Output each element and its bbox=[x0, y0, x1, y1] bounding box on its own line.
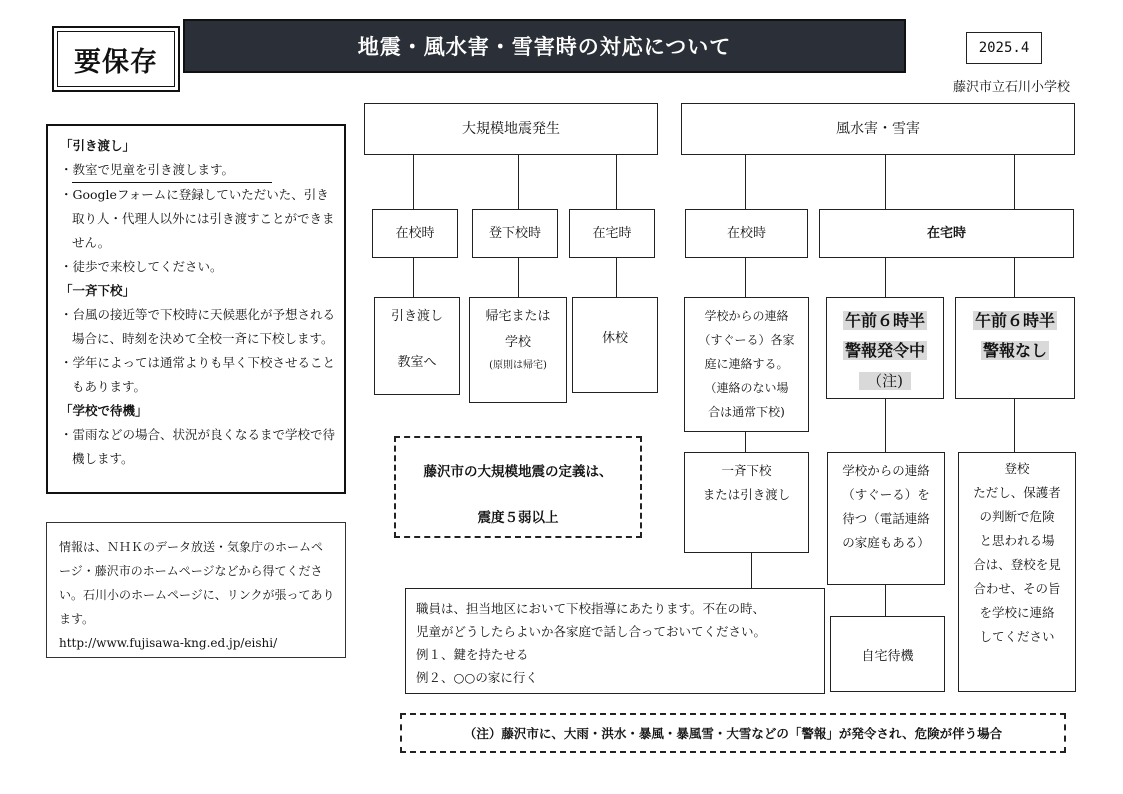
connector-line bbox=[616, 154, 617, 211]
storm-contact-box bbox=[684, 297, 809, 432]
connector-line bbox=[413, 154, 414, 211]
warning-on-line2: 警報発令中 bbox=[844, 341, 925, 360]
eq-home-line1: 帰宅または bbox=[485, 309, 551, 324]
eq-home-box bbox=[469, 297, 567, 403]
keep-label-text: 要保存 bbox=[57, 31, 175, 87]
attend-line5: 合は、登校を見 bbox=[973, 557, 1061, 572]
storm-contact-line3: 庭に連絡する。 bbox=[704, 357, 789, 371]
handover-item-2: ・Googleフォームに登録していただいた、引き取り人・代理人以外には引き渡すことができません。 bbox=[60, 187, 335, 250]
attend-line6: 合わせ、その旨 bbox=[973, 581, 1061, 596]
storm-dismiss-line2: または引き渡し bbox=[702, 487, 791, 502]
warning-off-line1: 午前６時半 bbox=[974, 311, 1055, 330]
storm-header: 風水害・雪害 bbox=[681, 103, 1075, 155]
wait-contact-line1: 学校からの連絡 bbox=[842, 463, 930, 478]
eq-home-line3: (原則は帰宅) bbox=[489, 360, 547, 371]
attend-line3: の判断で危険 bbox=[979, 509, 1055, 524]
wait-contact-line4: の家庭もある） bbox=[842, 535, 930, 550]
warning-note: （注）藤沢市に、大雨・洪水・暴風・暴風雪・大雪などの「警報」が発令され、危険が伴う場合 bbox=[400, 713, 1066, 753]
staff-line4: 例２、○○の家に行く bbox=[416, 670, 538, 685]
connector-line bbox=[413, 258, 414, 298]
connector-line bbox=[1014, 258, 1015, 298]
keep-label bbox=[52, 26, 180, 92]
storm-wait-contact-box bbox=[827, 452, 945, 585]
staff-line2: 児童がどうしたらよいか各家庭で話し合っておいてください。 bbox=[416, 624, 767, 639]
connector-line bbox=[745, 154, 746, 211]
connector-line bbox=[1014, 399, 1015, 452]
definition-line2: 震度５弱以上 bbox=[477, 510, 559, 526]
storm-dismiss-box bbox=[684, 452, 809, 553]
dismiss-item-2: ・学年によっては通常よりも早く下校させることもあります。 bbox=[60, 355, 336, 394]
connector-line bbox=[745, 258, 746, 298]
storm-at-home-label: 在宅時 bbox=[926, 225, 966, 241]
eq-home-line2: 学校 bbox=[504, 335, 531, 350]
handover-panel bbox=[46, 124, 346, 494]
attend-line4: と思われる場 bbox=[979, 533, 1055, 548]
connector-line bbox=[751, 553, 752, 588]
earthquake-definition-box bbox=[394, 436, 642, 538]
storm-at-school: 在校時 bbox=[685, 209, 808, 258]
connector-line bbox=[885, 154, 886, 211]
eq-at-home: 在宅時 bbox=[569, 209, 655, 258]
stay-home-box: 自宅待機 bbox=[830, 616, 945, 692]
info-url: http://www.fujisawa-kng.ed.jp/eishi/ bbox=[59, 636, 278, 650]
info-panel bbox=[46, 522, 346, 658]
storm-attend-box bbox=[958, 452, 1076, 692]
staff-guidance-box bbox=[405, 588, 825, 694]
eq-handover-box bbox=[374, 297, 460, 395]
connector-line bbox=[745, 432, 746, 452]
handover-item-1: ・教室で児童を引き渡します。 bbox=[72, 158, 272, 183]
attend-line2: ただし、保護者 bbox=[973, 485, 1061, 500]
storm-dismiss-line1: 一斉下校 bbox=[721, 463, 772, 478]
storm-contact-line5: 合は通常下校) bbox=[708, 405, 785, 419]
date-box: 2025.4 bbox=[966, 32, 1042, 64]
connector-line bbox=[885, 399, 886, 452]
heading-wait: 「学校で待機」 bbox=[60, 403, 148, 418]
connector-line bbox=[518, 154, 519, 211]
storm-at-home bbox=[819, 209, 1074, 258]
storm-contact-line4: （連絡のない場 bbox=[704, 381, 789, 395]
storm-contact-line2: （すぐーる）各家 bbox=[698, 333, 795, 347]
warning-on-line1: 午前６時半 bbox=[844, 311, 925, 330]
connector-line bbox=[518, 258, 519, 298]
dismiss-item-1: ・台風の接近等で下校時に天候悪化が予想される場合に、時刻を決めて全校一斉に下校します。 bbox=[60, 307, 336, 346]
storm-contact-line1: 学校からの連絡 bbox=[704, 309, 789, 323]
page-title: 地震・風水害・雪害時の対応について bbox=[183, 19, 906, 73]
eq-handover-line1: 引き渡し bbox=[390, 309, 443, 324]
eq-at-school: 在校時 bbox=[372, 209, 458, 258]
storm-warning-off-box bbox=[955, 297, 1075, 399]
heading-handover: 「引き渡し」 bbox=[60, 138, 136, 153]
connector-line bbox=[1014, 154, 1015, 211]
attend-line7: を学校に連絡 bbox=[979, 605, 1055, 620]
definition-line1: 藤沢市の大規模地震の定義は、 bbox=[423, 464, 613, 480]
wait-contact-line2: （すぐーる）を bbox=[842, 487, 930, 502]
heading-dismiss: 「一斉下校」 bbox=[60, 283, 136, 298]
warning-on-note: （注) bbox=[859, 372, 911, 390]
info-text: 情報は、ＮＨＫのデータ放送・気象庁のホームページ・藤沢市のホームページなどから得てください。石川小のホームページに、リンクが張ってあります。 bbox=[59, 540, 335, 626]
attend-line1: 登校 bbox=[1004, 461, 1030, 476]
attend-line8: してください bbox=[979, 629, 1055, 644]
connector-line bbox=[885, 585, 886, 616]
eq-handover-line2: 教室へ bbox=[397, 355, 437, 370]
connector-line bbox=[616, 258, 617, 298]
wait-contact-line3: 待つ（電話連絡 bbox=[842, 511, 930, 526]
storm-warning-on-box bbox=[826, 297, 944, 399]
eq-commuting: 登下校時 bbox=[472, 209, 558, 258]
eq-closed-box: 休校 bbox=[572, 297, 658, 393]
school-name: 藤沢市立石川小学校 bbox=[952, 80, 1070, 95]
handover-item-3: ・徒歩で来校してください。 bbox=[60, 259, 223, 274]
warning-off-line2: 警報なし bbox=[982, 341, 1047, 360]
wait-item-1: ・雷雨などの場合、状況が良くなるまで学校で待機します。 bbox=[60, 427, 336, 466]
staff-line1: 職員は、担当地区において下校指導にあたります。不在の時、 bbox=[416, 601, 766, 616]
staff-line3: 例１、鍵を持たせる bbox=[416, 647, 529, 662]
connector-line bbox=[885, 258, 886, 298]
earthquake-header: 大規模地震発生 bbox=[364, 103, 658, 155]
